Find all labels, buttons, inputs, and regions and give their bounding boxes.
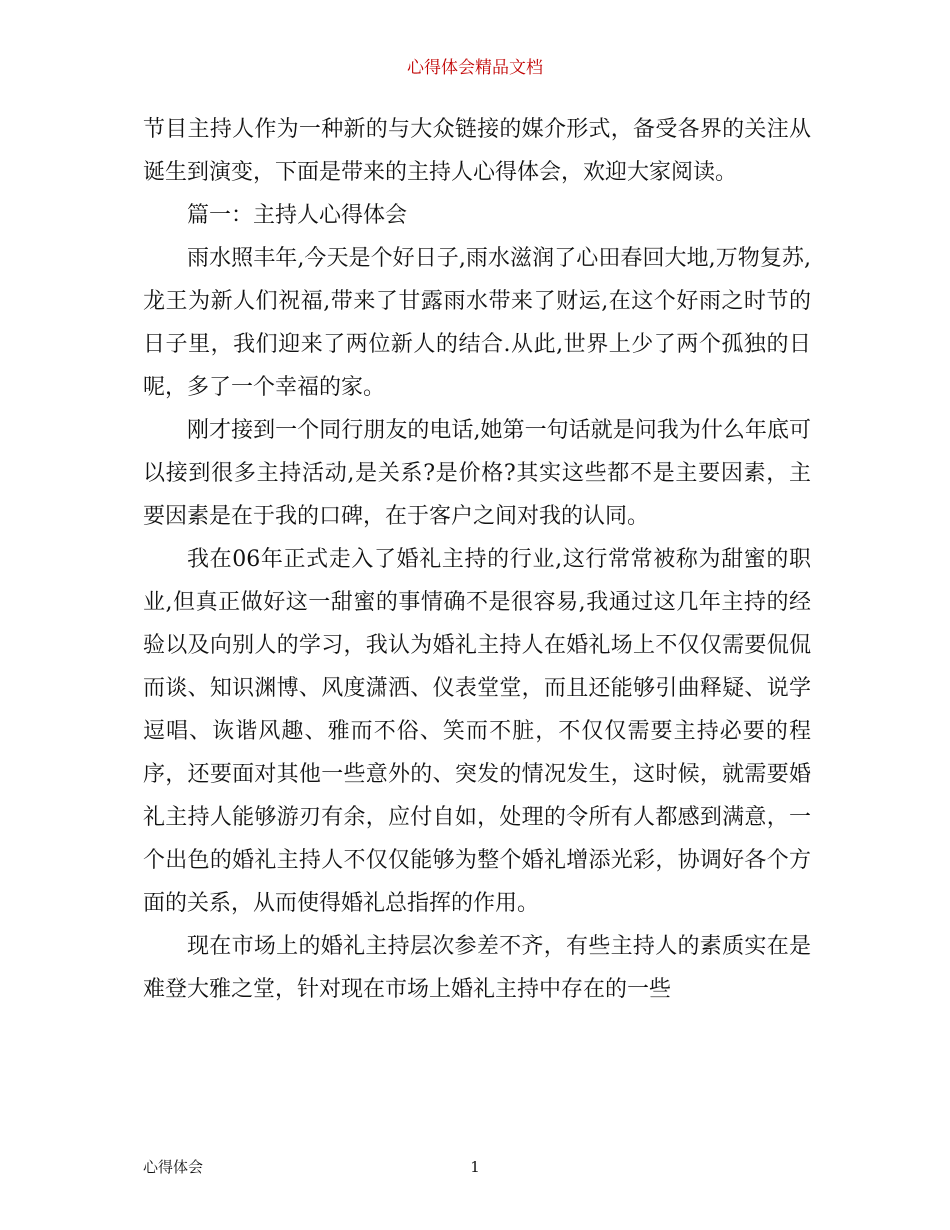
- page-number: 1: [470, 1158, 480, 1176]
- body-paragraph: 刚才接到一个同行朋友的电话,她第一句话就是问我为什么年底可以接到很多主持活动,是关系?是价格?其实这些都不是主要因素，主要因素是在于我的口碑，在于客户之间对我的认同。: [143, 418, 811, 529]
- footer-label: 心得体会: [143, 1158, 204, 1176]
- section-heading: 篇一：主持人心得体会: [187, 203, 408, 228]
- intro-paragraph: 节目主持人作为一种新的与大众链接的媒介形式，备受各界的关注从诞生到演变，下面是带来的主持人心得体会，欢迎大家阅读。: [143, 117, 811, 185]
- body-paragraph: 我在06年正式走入了婚礼主持的行业,这行常常被称为甜蜜的职业,但真正做好这一甜蜜的事情确不是很容易,我通过这几年主持的经验以及向别人的学习，我认为婚礼主持人在婚礼场上不仅仅需要侃侃而谈、知识渊博、风度潇洒、仪表堂堂，而且还能够引曲释疑、说学逗唱、诙谐风趣、雅而不俗、笑而不脏，不仅仅需要主持必要的程序，还要面对其他一些意外的、突发的情况发生，这时候，就需要婚礼主持人能够游刃有余，应付自如，处理的令所有人都感到满意，一个出色的婚礼主持人不仅仅能够为整个婚礼增添光彩，协调好各个方面的关系，从而使得婚礼总指挥的作用。: [143, 547, 811, 916]
- body-paragraph: 雨水照丰年,今天是个好日子,雨水滋润了心田春回大地,万物复苏,龙王为新人们祝福,带来了甘露雨水带来了财运,在这个好雨之时节的日子里，我们迎来了两位新人的结合.从此,世界上少了两个孤独的日呢，多了一个幸福的家。: [143, 246, 811, 400]
- header-title: 心得体会精品文档: [407, 58, 543, 78]
- body-paragraph: 现在市场上的婚礼主持层次参差不齐，有些主持人的素质实在是难登大雅之堂，针对现在市场上婚礼主持中存在的一些: [143, 934, 811, 1002]
- document-body: [143, 108, 811, 1011]
